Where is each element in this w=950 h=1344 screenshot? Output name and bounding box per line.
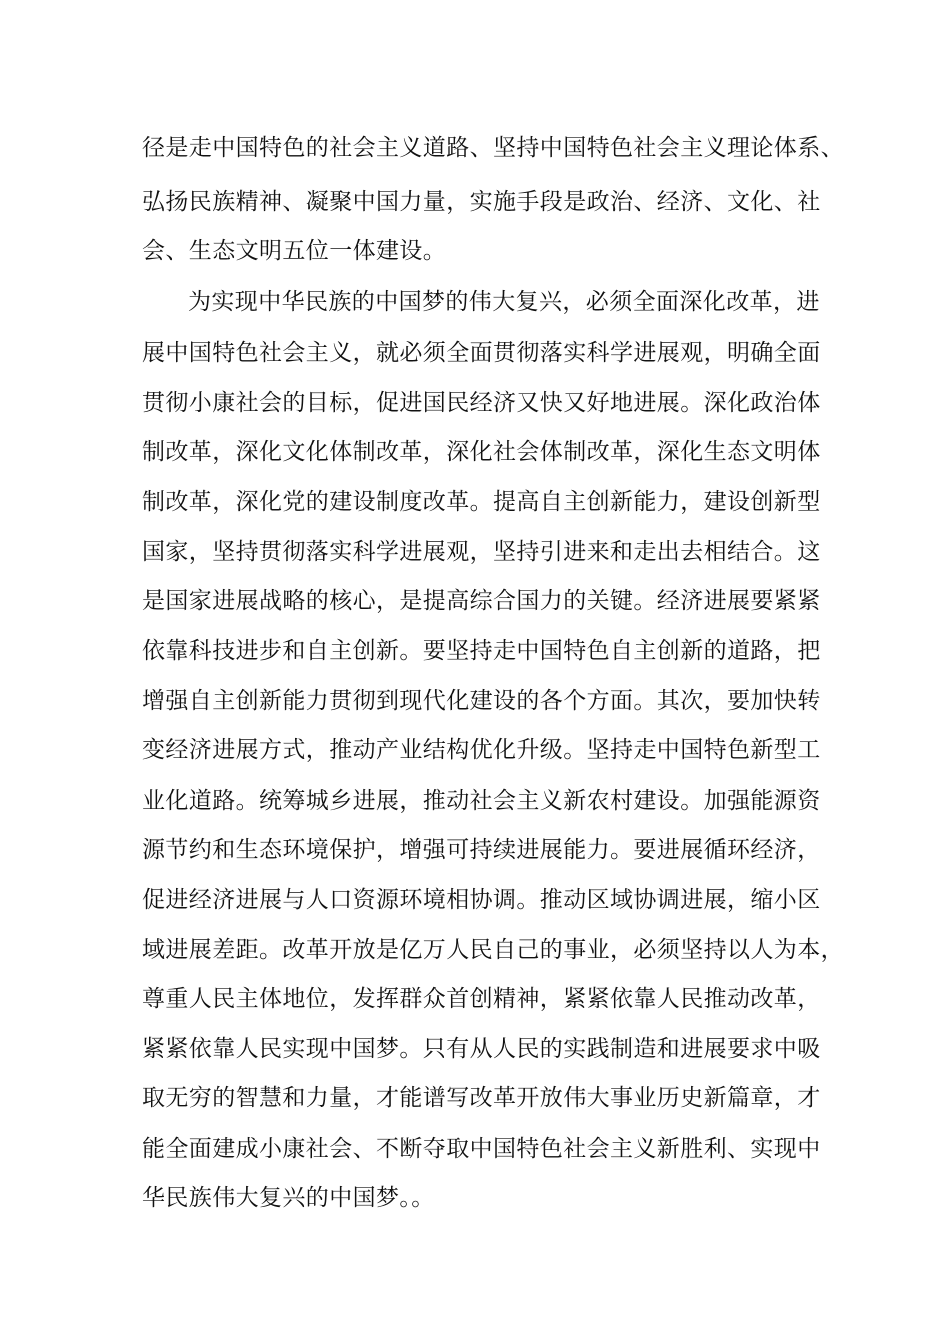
text-line: 华民族伟大复兴的中国梦。。 [142,1185,435,1211]
text-line: 能全面建成小康社会、不断夺取中国特色社会主义新胜利、实现中 [142,1136,821,1162]
text-line: 域进展差距。改革开放是亿万人民自己的事业，必须坚持以人为本， [142,937,844,963]
text-line: 依靠科技进步和自主创新。要坚持走中国特色自主创新的道路，把 [142,638,821,664]
text-line: 展中国特色社会主义，就必须全面贯彻落实科学进展观，明确全面 [142,340,821,366]
paragraph-first-line: 为实现中华民族的中国梦的伟大复兴，必须全面深化改革，进 [188,289,820,315]
text-line: 制改革，深化文化体制改革，深化社会体制改革，深化生态文明体 [142,439,821,465]
text-line: 国家，坚持贯彻落实科学进展观，坚持引进来和走出去相结合。这 [142,539,821,565]
text-line: 业化道路。统筹城乡进展，推动社会主义新农村建设。加强能源资 [142,788,821,814]
text-line: 紧紧依靠人民实现中国梦。只有从人民的实践制造和进展要求中吸 [142,1036,821,1062]
text-line: 径是走中国特色的社会主义道路、坚持中国特色社会主义理论体系、 [142,135,844,161]
text-line: 制改革，深化党的建设制度改革。提高自主创新能力，建设创新型 [142,489,821,515]
text-line: 会、生态文明五位一体建设。 [142,238,447,264]
text-line: 取无穷的智慧和力量，才能谱写改革开放伟大事业历史新篇章，才 [142,1085,821,1111]
text-line: 尊重人民主体地位，发挥群众首创精神，紧紧依靠人民推动改革， [142,986,821,1012]
text-line: 贯彻小康社会的目标，促进国民经济又快又好地进展。深化政治体 [142,390,821,416]
text-line: 促进经济进展与人口资源环境相协调。推动区域协调进展，缩小区 [142,887,821,913]
text-line: 增强自主创新能力贯彻到现代化建设的各个方面。其次，要加快转 [142,688,821,714]
text-line: 弘扬民族精神、凝聚中国力量，实施手段是政治、经济、文化、社 [142,189,821,215]
text-line: 是国家进展战略的核心，是提高综合国力的关键。经济进展要紧紧 [142,588,821,614]
text-line: 源节约和生态环境保护，增强可持续进展能力。要进展循环经济， [142,837,821,863]
text-line: 变经济进展方式，推动产业结构优化升级。坚持走中国特色新型工 [142,737,821,763]
